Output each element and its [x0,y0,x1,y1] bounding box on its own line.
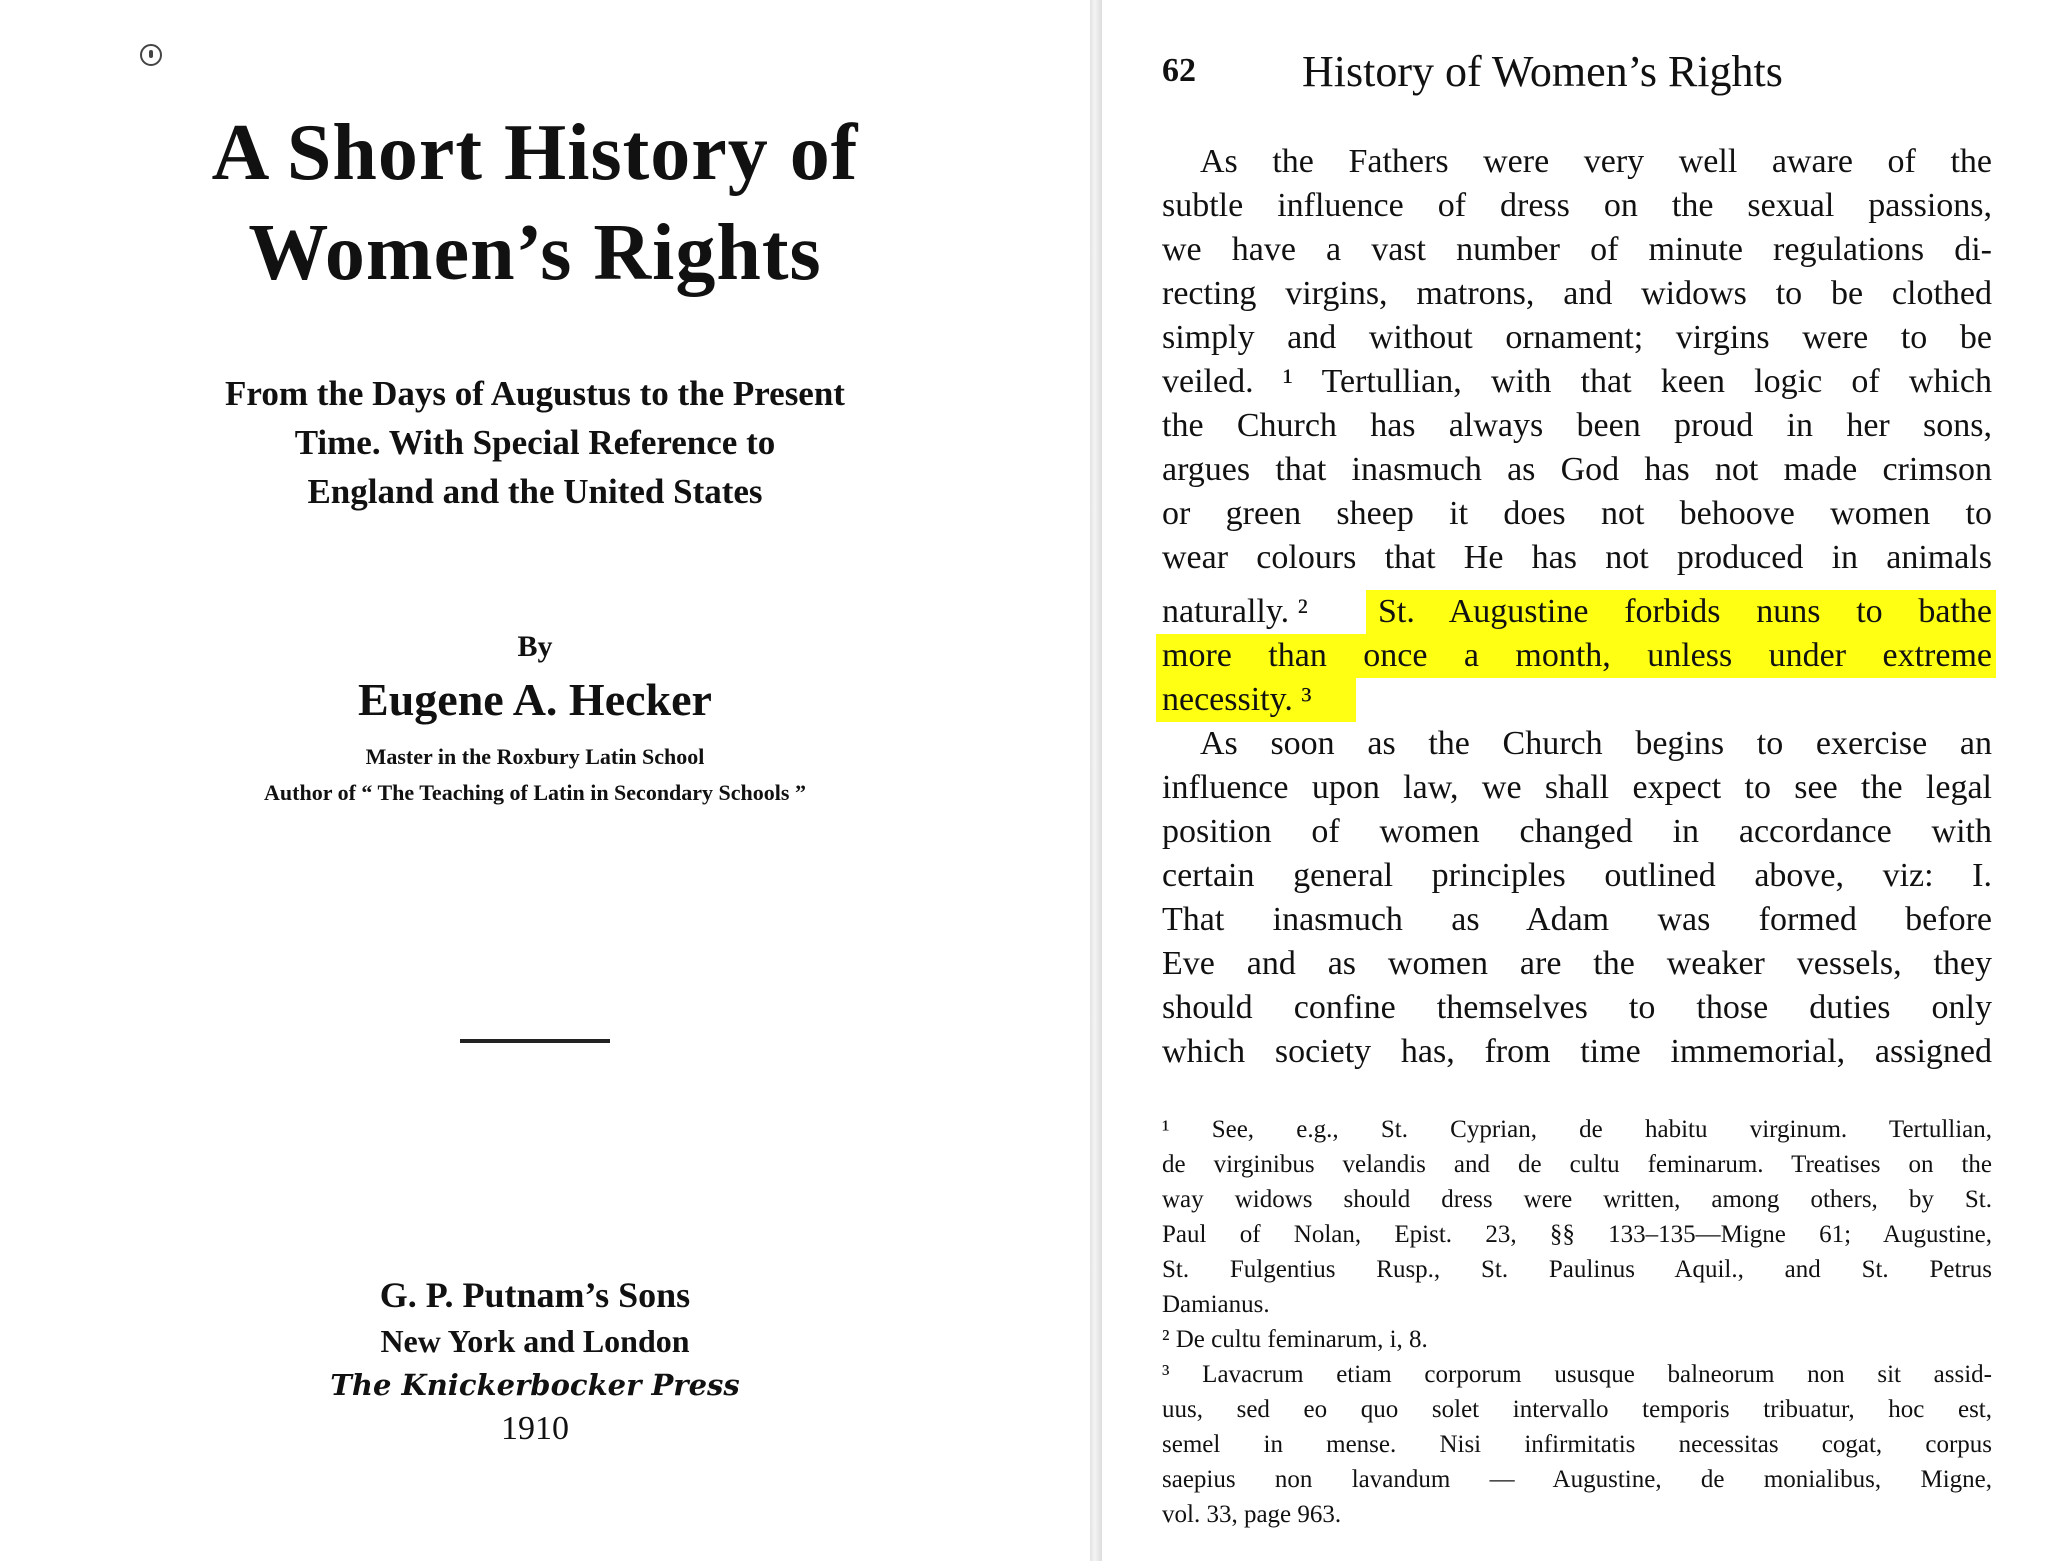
body-line: argues that inasmuch as God has not made crimson [1162,451,1992,488]
footnote-line: way widows should dress were written, among others, by St. [1162,1186,1992,1213]
highlighted-text-line: St. Augustine forbids nuns to bathe [1378,593,1992,630]
author-credit-2: Author of “ The Teaching of Latin in Secondary Schools ” [264,780,806,805]
publisher-name: G. P. Putnam’s Sons [379,1275,691,1315]
body-line: should confine themselves to those duties only [1162,989,1992,1026]
body-line: As soon as the Church begins to exercise an [1200,725,1992,762]
footnote-line: Damianus. [1162,1291,1270,1318]
body-line: subtle influence of dress on the sexual passions, [1162,187,1992,224]
body-line: which society has, from time immemorial, assigned [1162,1033,1992,1070]
subtitle-line-2: Time. With Special Reference to [294,423,776,462]
footnote-line: St. Fulgentius Rusp., St. Paulinus Aquil., and St. Petrus [1162,1256,1992,1283]
body-line: certain general principles outlined above, viz: I. [1162,857,1992,894]
page-indicator-icon[interactable] [140,44,162,66]
footnote-line: vol. 33, page 963. [1162,1501,1342,1528]
publication-year: 1910 [501,1410,569,1447]
footnote-line: semel in mense. Nisi infirmitatis necessitas cogat, corpus [1162,1431,1992,1458]
by-label: By [517,630,553,663]
footnote-line: saepius non lavandum — Augustine, de monialibus, Migne, [1162,1466,1992,1493]
body-line: veiled. ¹ Tertullian, with that keen logic of which [1162,363,1992,400]
running-head-title: History of Women’s Rights [1302,47,1783,96]
footnote-line: Paul of Nolan, Epist. 23, §§ 133–135—Migne 61; Augustine, [1162,1221,1992,1248]
subtitle-line-1: From the Days of Augustus to the Present [225,374,845,413]
subtitle-line-3: England and the United States [307,472,763,511]
footnote-line: uus, sed eo quo solet intervallo temporis tribuatur, hoc est, [1162,1396,1992,1423]
body-line: Eve and as women are the weaker vessels, they [1162,945,1992,982]
body-line: simply and without ornament; virgins were to be [1162,319,1992,356]
body-line: influence upon law, we shall expect to see the legal [1162,769,1992,806]
highlighted-text-line: necessity. ³ [1162,681,1312,718]
body-line: naturally. ² [1162,593,1308,630]
page-number: 62 [1162,52,1196,89]
body-line: wear colours that He has not produced in animals [1162,539,1992,576]
author-name: Eugene A. Hecker [358,674,712,725]
footnote-line: ² De cultu feminarum, i, 8. [1162,1326,1428,1353]
book-title-line-1: A Short History of [211,109,859,197]
body-line: recting virgins, matrons, and widows to be clothed [1162,275,1992,312]
press-name: The Knickerbocker Press [330,1368,740,1402]
footnote-line: ³ Lavacrum etiam corporum ususque balneorum non sit assid- [1162,1361,1992,1388]
body-line: or green sheep it does not behoove women to [1162,495,1992,532]
footnote-line: de virginibus velandis and de cultu feminarum. Treatises on the [1162,1151,1992,1178]
running-head [1162,46,2012,102]
author-credit-1: Master in the Roxbury Latin School [365,744,705,769]
body-line: position of women changed in accordance with [1162,813,1992,850]
body-line: As the Fathers were very well aware of the [1200,143,1992,180]
page-gutter [1090,0,1102,1561]
body-line: we have a vast number of minute regulations di- [1162,231,1992,268]
publisher-location: New York and London [380,1323,690,1359]
highlighted-text-line: more than once a month, unless under extreme [1162,637,1992,674]
footnote-line: ¹ See, e.g., St. Cyprian, de habitu virginum. Tertullian, [1162,1116,1992,1143]
book-title-line-2: Women’s Rights [248,209,822,297]
title-page-rule [460,1039,610,1043]
body-line: That inasmuch as Adam was formed before [1162,901,1992,938]
body-line: the Church has always been proud in her sons, [1162,407,1992,444]
